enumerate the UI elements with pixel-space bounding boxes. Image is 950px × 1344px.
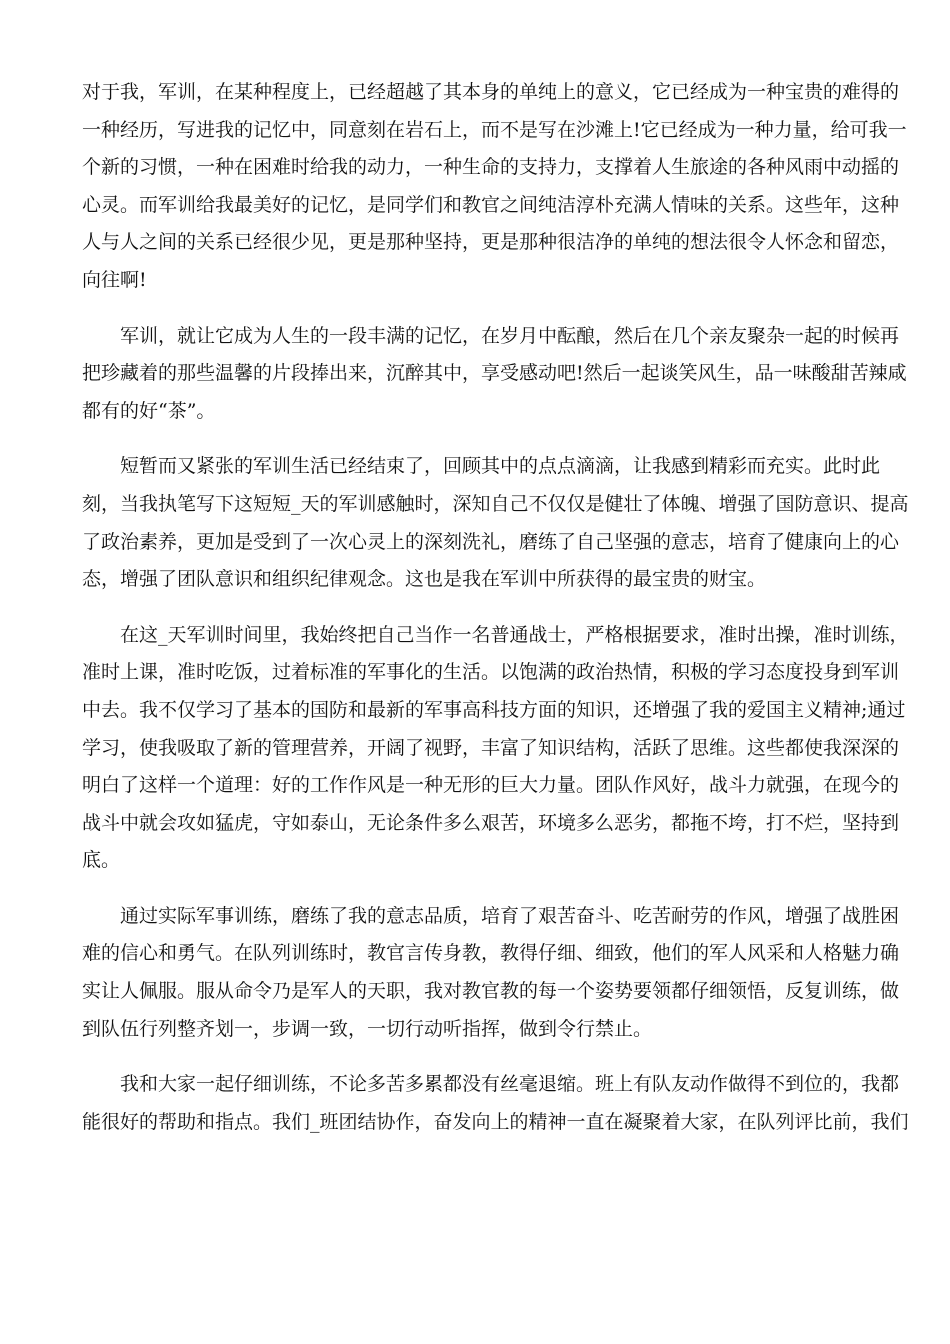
paragraph-line: 把珍藏着的那些温馨的片段捧出来，沉醉其中，享受感动吧!然后一起谈笑风生，品一味酸甜苦辣咸 xyxy=(82,362,907,385)
paragraph-line: 在这_天军训时间里，我始终把自己当作一名普通战士，严格根据要求，准时出操，准时训练， xyxy=(120,623,909,646)
paragraph-line: 中去。我不仅学习了基本的国防和最新的军事高科技方面的知识，还增强了我的爱国主义精神;通过 xyxy=(82,698,906,721)
paragraph-line: 刻，当我执笔写下这短短_天的军训感触时，深知自己不仅仅是健壮了体魄、增强了国防意识、提高 xyxy=(82,492,909,515)
paragraph-line: 实让人佩服。服从命令乃是军人的天职，我对教官教的每一个姿势要领都仔细领悟，反复训练，做 xyxy=(82,980,900,1003)
document-body xyxy=(82,74,909,1159)
paragraph-3 xyxy=(82,448,909,598)
paragraph-line: 战斗中就会攻如猛虎，守如泰山，无论条件多么艰苦，环境多么恶劣，都拖不垮，打不烂，坚持到 xyxy=(82,811,900,834)
paragraph-line: 学习，使我吸取了新的管理营养，开阔了视野，丰富了知识结构，活跃了思维。这些都使我深深的 xyxy=(82,736,900,759)
paragraph-line: 了政治素养，更加是受到了一次心灵上的深刻洗礼，磨练了自己坚强的意志，培育了健康向上的心 xyxy=(82,530,900,553)
paragraph-line: 明白了这样一个道理：好的工作作风是一种无形的巨大力量。团队作风好，战斗力就强，在现今的 xyxy=(82,774,900,797)
paragraph-line: 准时上课，准时吃饭，过着标准的军事化的生活。以饱满的政治热情，积极的学习态度投身到军训 xyxy=(82,661,900,684)
paragraph-line: 心灵。而军训给我最美好的记忆，是同学们和教官之间纯洁淳朴充满人情味的关系。这些年，这种 xyxy=(82,193,900,216)
paragraph-2 xyxy=(82,318,907,431)
paragraph-line: 我和大家一起仔细训练，不论多苦多累都没有丝毫退缩。班上有队友动作做得不到位的，我都 xyxy=(120,1073,900,1096)
paragraph-line: 向往啊! xyxy=(82,268,147,291)
paragraph-line: 对于我，军训，在某种程度上，已经超越了其本身的单纯上的意义，它已经成为一种宝贵的难得的 xyxy=(82,81,900,103)
paragraph-line: 个新的习惯，一种在困难时给我的动力，一种生命的支持力，支撑着人生旅途的各种风雨中动摇的 xyxy=(82,156,900,179)
paragraph-line: 人与人之间的关系已经很少见，更是那种坚持，更是那种很洁净的单纯的想法很令人怀念和留恋， xyxy=(82,231,900,254)
paragraph-line: 态，增强了团队意识和组织纪律观念。这也是我在军训中所获得的最宝贵的财宝。 xyxy=(82,568,767,591)
paragraph-line: 都有的好“茶”。 xyxy=(82,399,216,422)
paragraph-1 xyxy=(82,74,907,300)
paragraph-line: 到队伍行列整齐划一，步调一致，一切行动听指挥，做到令行禁止。 xyxy=(82,1017,653,1040)
paragraph-line: 通过实际军事训练，磨练了我的意志品质，培育了艰苦奋斗、吃苦耐劳的作风，增强了战胜困 xyxy=(120,904,900,927)
paragraph-5 xyxy=(82,898,900,1048)
paragraph-line: 难的信心和勇气。在队列训练时，教官言传身教，教得仔细、细致，他们的军人风采和人格魅力确 xyxy=(82,942,900,965)
paragraph-line: 能很好的帮助和指点。我们_班团结协作，奋发向上的精神一直在凝聚着大家，在队列评比前，我们 xyxy=(82,1110,909,1133)
paragraph-line: 短暂而又紧张的军训生活已经结束了，回顾其中的点点滴滴，让我感到精彩而充实。此时此 xyxy=(120,455,881,478)
paragraph-4 xyxy=(82,617,909,880)
paragraph-line: 军训，就让它成为人生的一段丰满的记忆，在岁月中酝酿，然后在几个亲友聚杂一起的时候再 xyxy=(120,324,900,347)
paragraph-6 xyxy=(82,1066,909,1141)
paragraph-line: 底。 xyxy=(82,849,121,872)
paragraph-line: 一种经历，写进我的记忆中，同意刻在岩石上，而不是写在沙滩上!它已经成为一种力量，给可我一 xyxy=(82,118,907,141)
